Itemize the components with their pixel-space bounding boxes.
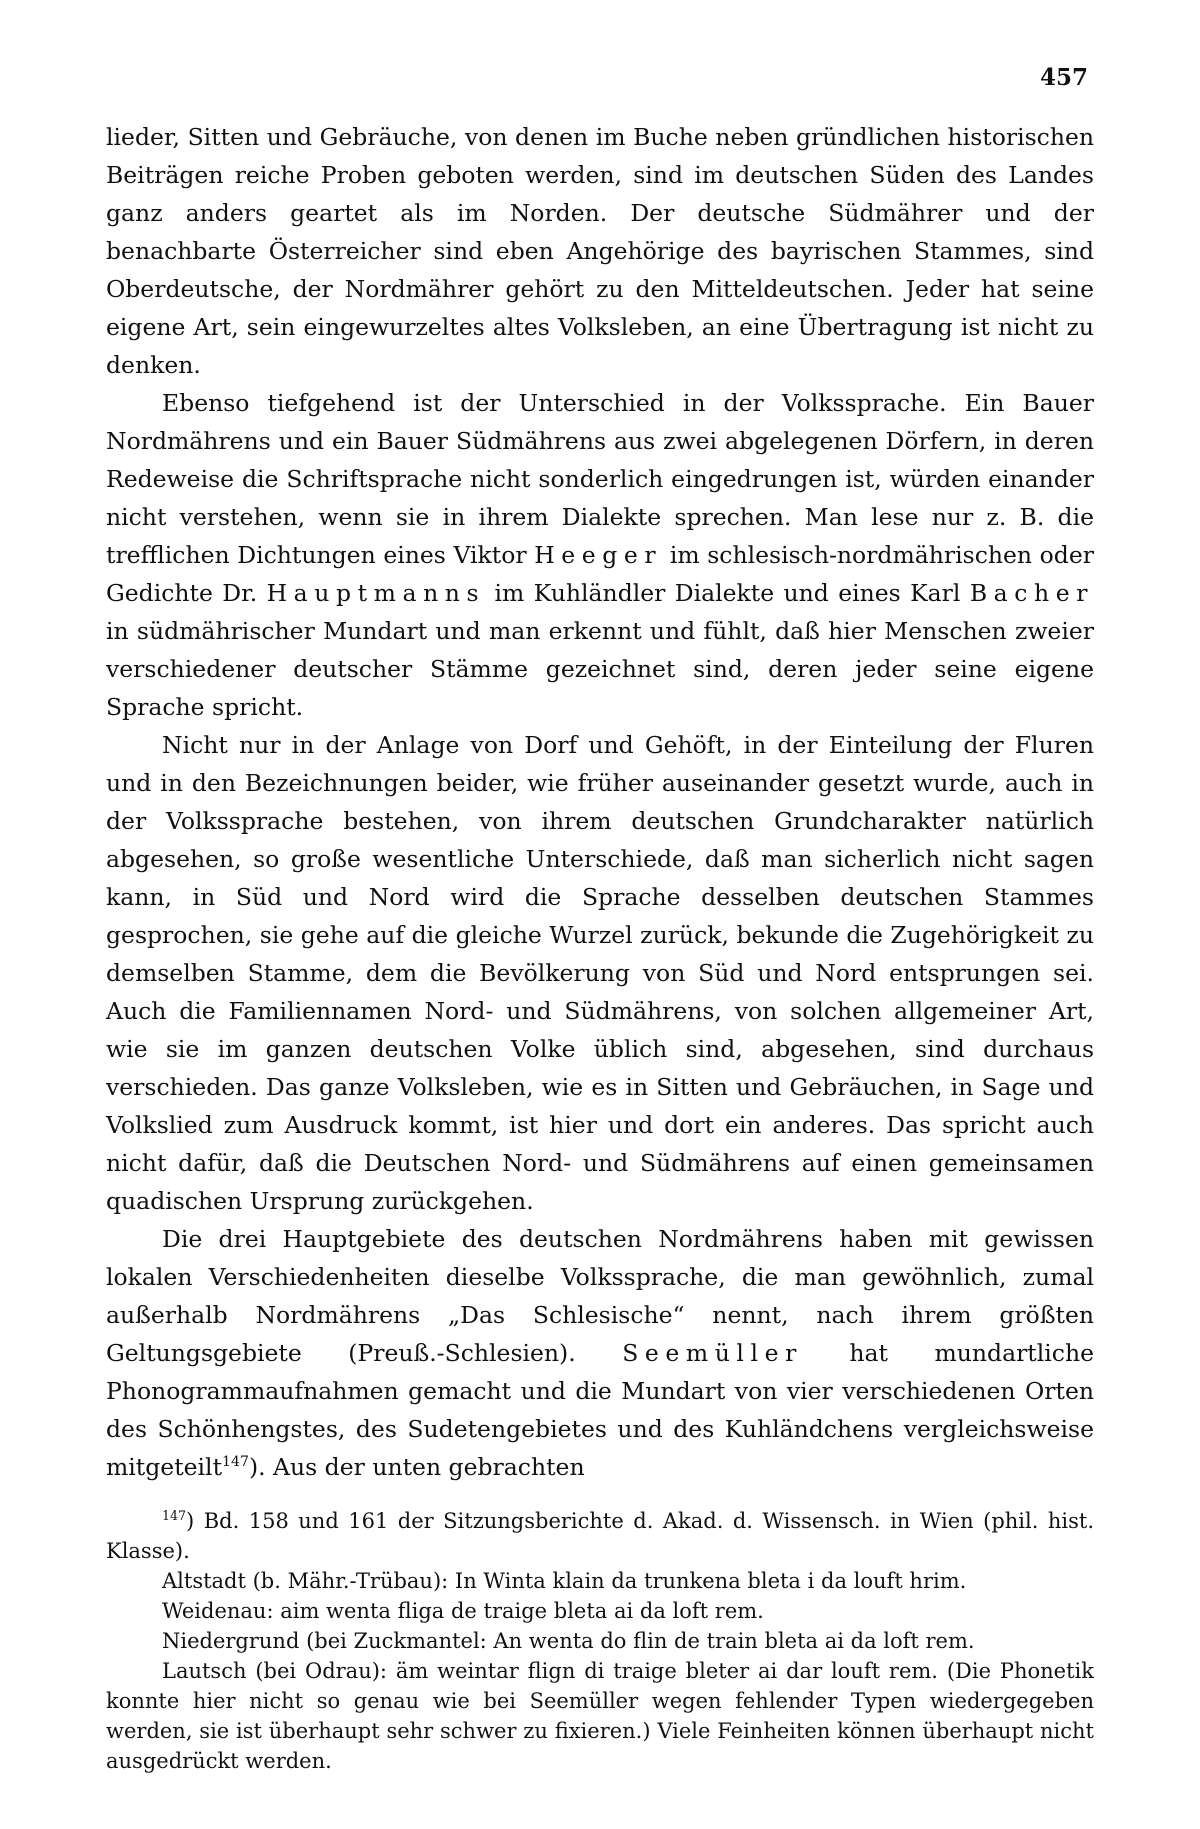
- text-run: Die drei Hauptgebiete des deutschen Nordmährens haben mit gewissen lokalen Verschiedenheiten dieselbe Volkssprache, die man gewöhnlich, zumal außerhalb Nordmährens „Das Schlesische“ nennt, nach ihrem größten Geltungsgebiete (Preuß.-Schlesien).: [106, 1225, 1094, 1367]
- footnote: [106, 1656, 1094, 1776]
- page-number: 457: [1039, 64, 1088, 91]
- spaced-name: Seemüller: [622, 1339, 803, 1367]
- text-run: Weidenau: aim wenta fliga de traige bleta ai da loft rem.: [162, 1599, 764, 1623]
- footnote: [106, 1596, 1094, 1626]
- footnote-ref: 147: [162, 1508, 187, 1523]
- text-run: Niedergrund (bei Zuckmantel: An wenta do flin de train bleta ai da loft rem.: [162, 1629, 975, 1653]
- text-run: Lautsch (bei Odrau): äm weintar flign di traige bleter ai dar louft rem. (Die Phonetik konnte hier nicht so genau wie bei Seemüller wegen fehlender Typen wiedergegeben werden, sie ist überhaupt sehr schwer zu fixieren.) Viele Feinheiten können überhaupt nicht ausgedrückt werden.: [106, 1659, 1094, 1773]
- spaced-name: Heeger: [534, 541, 663, 569]
- spaced-name: Hauptmanns: [266, 579, 486, 607]
- paragraph: [106, 726, 1094, 1220]
- text-run: im schlesisch-nordmährischen oder Gedichte Dr.: [106, 541, 1094, 607]
- body-text: [106, 118, 1094, 1776]
- text-run: lieder, Sitten und Gebräuche, von denen im Buche neben gründlichen historischen Beiträgen reiche Proben geboten werden, sind im deutschen Süden des Landes ganz anders geartet als im Norden. Der deutsche Südmährer und der benachbarte Österreicher sind eben Angehörige des bayrischen Stammes, sind Oberdeutsche, der Nordmährer gehört zu den Mitteldeutschen. Jeder hat seine eigene Art, sein eingewurzeltes altes Volksleben, an eine Übertragung ist nicht zu denken.: [106, 123, 1094, 379]
- paragraph: [106, 118, 1094, 384]
- text-run: ). Aus der unten gebrachten: [248, 1453, 585, 1481]
- text-run: Nicht nur in der Anlage von Dorf und Gehöft, in der Einteilung der Fluren und in den Bezeichnungen beider, wie früher auseinander gesetzt wurde, auch in der Volkssprache bestehen, von ihrem deutschen Grundcharakter natürlich abgesehen, so große wesentliche Unterschiede, daß man sicherlich nicht sagen kann, in Süd und Nord wird die Sprache desselben deutschen Stammes gesprochen, sie gehe auf die gleiche Wurzel zurück, bekunde die Zugehörigkeit zu demselben Stamme, dem die Bevölkerung von Süd und Nord entsprungen sei. Auch die Familiennamen Nord- und Südmährens, von solchen allgemeiner Art, wie sie im ganzen deutschen Volke üblich sind, abgesehen, sind durchaus verschieden. Das ganze Volksleben, wie es in Sitten und Gebräuchen, in Sage und Volkslied zum Ausdruck kommt, ist hier und dort ein anderes. Das spricht auch nicht dafür, daß die Deutschen Nord- und Südmährens auf einen gemeinsamen quadischen Ursprung zurückgehen.: [106, 731, 1094, 1215]
- text-run: Altstadt (b. Mähr.-Trübau): In Winta klain da trunkena bleta i da louft hrim.: [162, 1569, 967, 1593]
- footnote: [106, 1626, 1094, 1656]
- spaced-name: Bacher: [969, 579, 1095, 607]
- text-run: im Kuhländler Dialekte und eines Karl: [485, 579, 970, 607]
- text-run: ) Bd. 158 und 161 der Sitzungsberichte d. Akad. d. Wissensch. in Wien (phil. hist. Klasse).: [106, 1509, 1094, 1563]
- text-run: hat mundartliche Phonogrammaufnahmen gemacht und die Mundart von vier verschiedenen Orten des Schönhengstes, des Sudetengebietes und des Kuhländchens vergleichsweise mitgeteilt: [106, 1339, 1094, 1481]
- footnote-ref: 147: [222, 1454, 249, 1471]
- text-run: in südmährischer Mundart und man erkennt und fühlt, daß hier Menschen zweier verschiedener deutscher Stämme gezeichnet sind, deren jeder seine eigene Sprache spricht.: [106, 617, 1094, 721]
- footnotes: [106, 1506, 1094, 1776]
- footnote: [106, 1506, 1094, 1566]
- paragraph: [106, 1220, 1094, 1486]
- footnote: [106, 1566, 1094, 1596]
- text-run: Ebenso tiefgehend ist der Unterschied in der Volkssprache. Ein Bauer Nordmährens und ein Bauer Südmährens aus zwei abgelegenen Dörfern, in deren Redeweise die Schriftsprache nicht sonderlich eingedrungen ist, würden einander nicht verstehen, wenn sie in ihrem Dialekte sprechen. Man lese nur z. B. die trefflichen Dichtungen eines Viktor: [106, 389, 1094, 569]
- book-page: [106, 40, 1094, 1800]
- paragraph: [106, 384, 1094, 726]
